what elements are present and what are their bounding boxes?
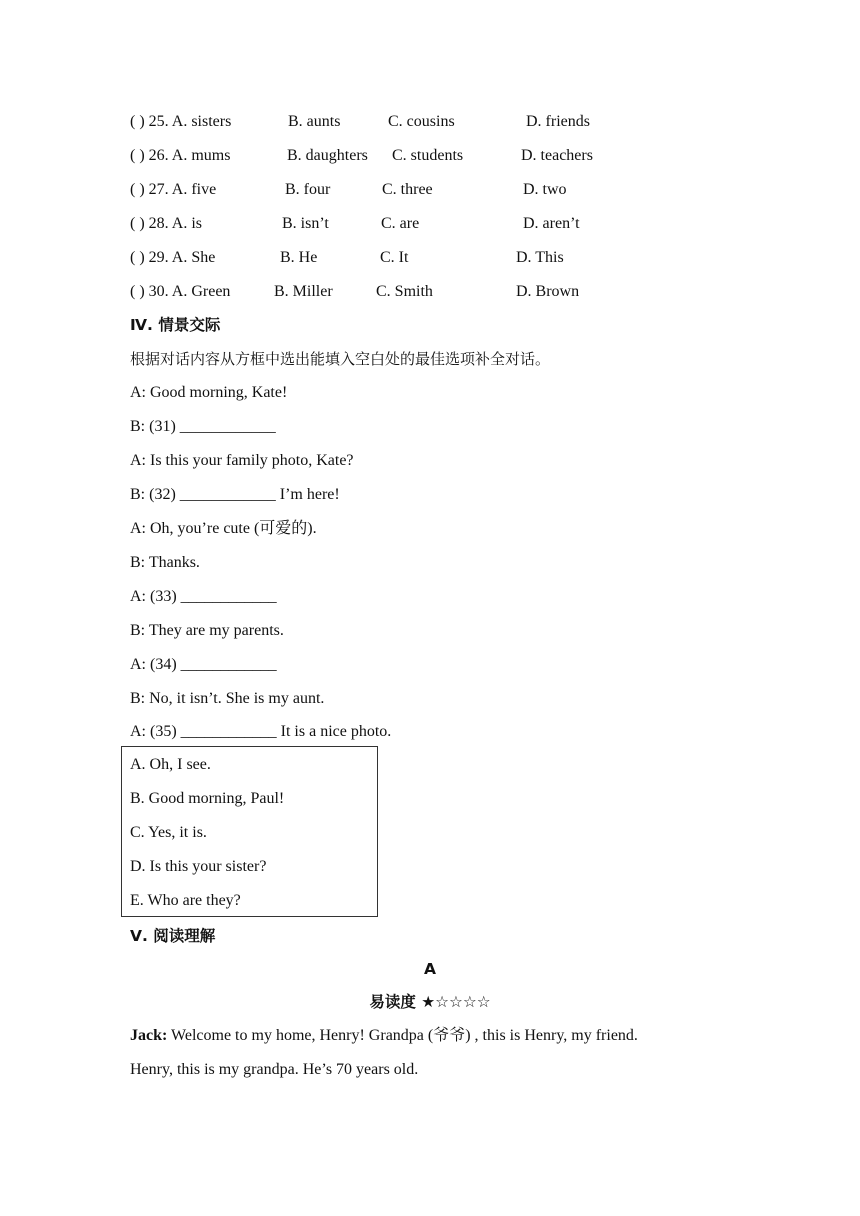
passage-text: Welcome to my home, Henry! Grandpa (爷爷) , this is Henry, my friend. — [167, 1027, 638, 1044]
passage-line-2: Henry, this is my grandpa. He’s 70 years old. — [130, 1061, 419, 1078]
question-28 — [130, 212, 650, 236]
dialogue-line: A: Oh, you’re cute (可爱的). — [130, 520, 317, 537]
dialogue-line: B: They are my parents. — [130, 622, 284, 639]
question-30 — [130, 280, 650, 304]
dialogue-line: A: Good morning, Kate! — [130, 384, 288, 401]
option-item: D. Is this your sister? — [130, 858, 267, 875]
passage-line-1 — [130, 1024, 638, 1048]
option-b: B. He — [280, 249, 318, 266]
dialogue-line: A: (35) ____________ It is a nice photo. — [130, 723, 392, 740]
option-item: E. Who are they? — [130, 892, 241, 909]
option-b: B. four — [285, 181, 331, 198]
question-number-option-a: ( ) 28. A. is — [130, 215, 202, 232]
dialogue-line: B: (31) ____________ — [130, 418, 276, 435]
option-b: B. isn’t — [282, 215, 329, 232]
dialogue-line: A: (34) ____________ — [130, 656, 277, 673]
question-number-option-a: ( ) 25. A. sisters — [130, 113, 232, 130]
question-26 — [130, 144, 650, 168]
option-c: C. cousins — [388, 113, 455, 130]
dialogue-line: A: Is this your family photo, Kate? — [130, 452, 354, 469]
option-d: D. Brown — [516, 283, 580, 300]
passage-label: A — [424, 960, 436, 978]
dialogue-line: B: No, it isn’t. She is my aunt. — [130, 690, 325, 707]
option-item: B. Good morning, Paul! — [130, 790, 285, 807]
option-item: C. Yes, it is. — [130, 824, 207, 841]
dialogue-line: A: (33) ____________ — [130, 588, 277, 605]
option-c: C. It — [380, 249, 409, 266]
option-c: C. students — [392, 147, 464, 164]
question-27 — [130, 178, 650, 202]
question-number-option-a: ( ) 26. A. mums — [130, 147, 231, 164]
option-c: C. three — [382, 181, 433, 198]
question-25 — [130, 110, 650, 134]
option-d: D. aren’t — [523, 215, 580, 232]
section-4-instruction: 根据对话内容从方框中选出能填入空白处的最佳选项补全对话。 — [130, 350, 551, 368]
section-5-heading: Ⅴ. 阅读理解 — [130, 927, 216, 945]
option-d: D. two — [523, 181, 567, 198]
option-b: B. daughters — [287, 147, 368, 164]
option-b: B. Miller — [274, 283, 333, 300]
option-d: D. teachers — [521, 147, 593, 164]
option-c: C. Smith — [376, 283, 433, 300]
speaker-label: Jack: — [130, 1027, 168, 1044]
question-29 — [130, 246, 650, 270]
section-4-heading: Ⅳ. 情景交际 — [130, 316, 221, 334]
option-c: C. are — [381, 215, 420, 232]
option-b: B. aunts — [288, 113, 341, 130]
question-number-option-a: ( ) 29. A. She — [130, 249, 216, 266]
option-d: D. This — [516, 249, 564, 266]
dialogue-line: B: (32) ____________ I’m here! — [130, 486, 340, 503]
difficulty-rating: 易读度 ★☆☆☆☆ — [369, 993, 491, 1011]
dialogue-line: B: Thanks. — [130, 554, 200, 571]
question-number-option-a: ( ) 27. A. five — [130, 181, 217, 198]
question-number-option-a: ( ) 30. A. Green — [130, 283, 231, 300]
option-d: D. friends — [526, 113, 590, 130]
option-item: A. Oh, I see. — [130, 756, 211, 773]
options-box — [121, 746, 378, 917]
